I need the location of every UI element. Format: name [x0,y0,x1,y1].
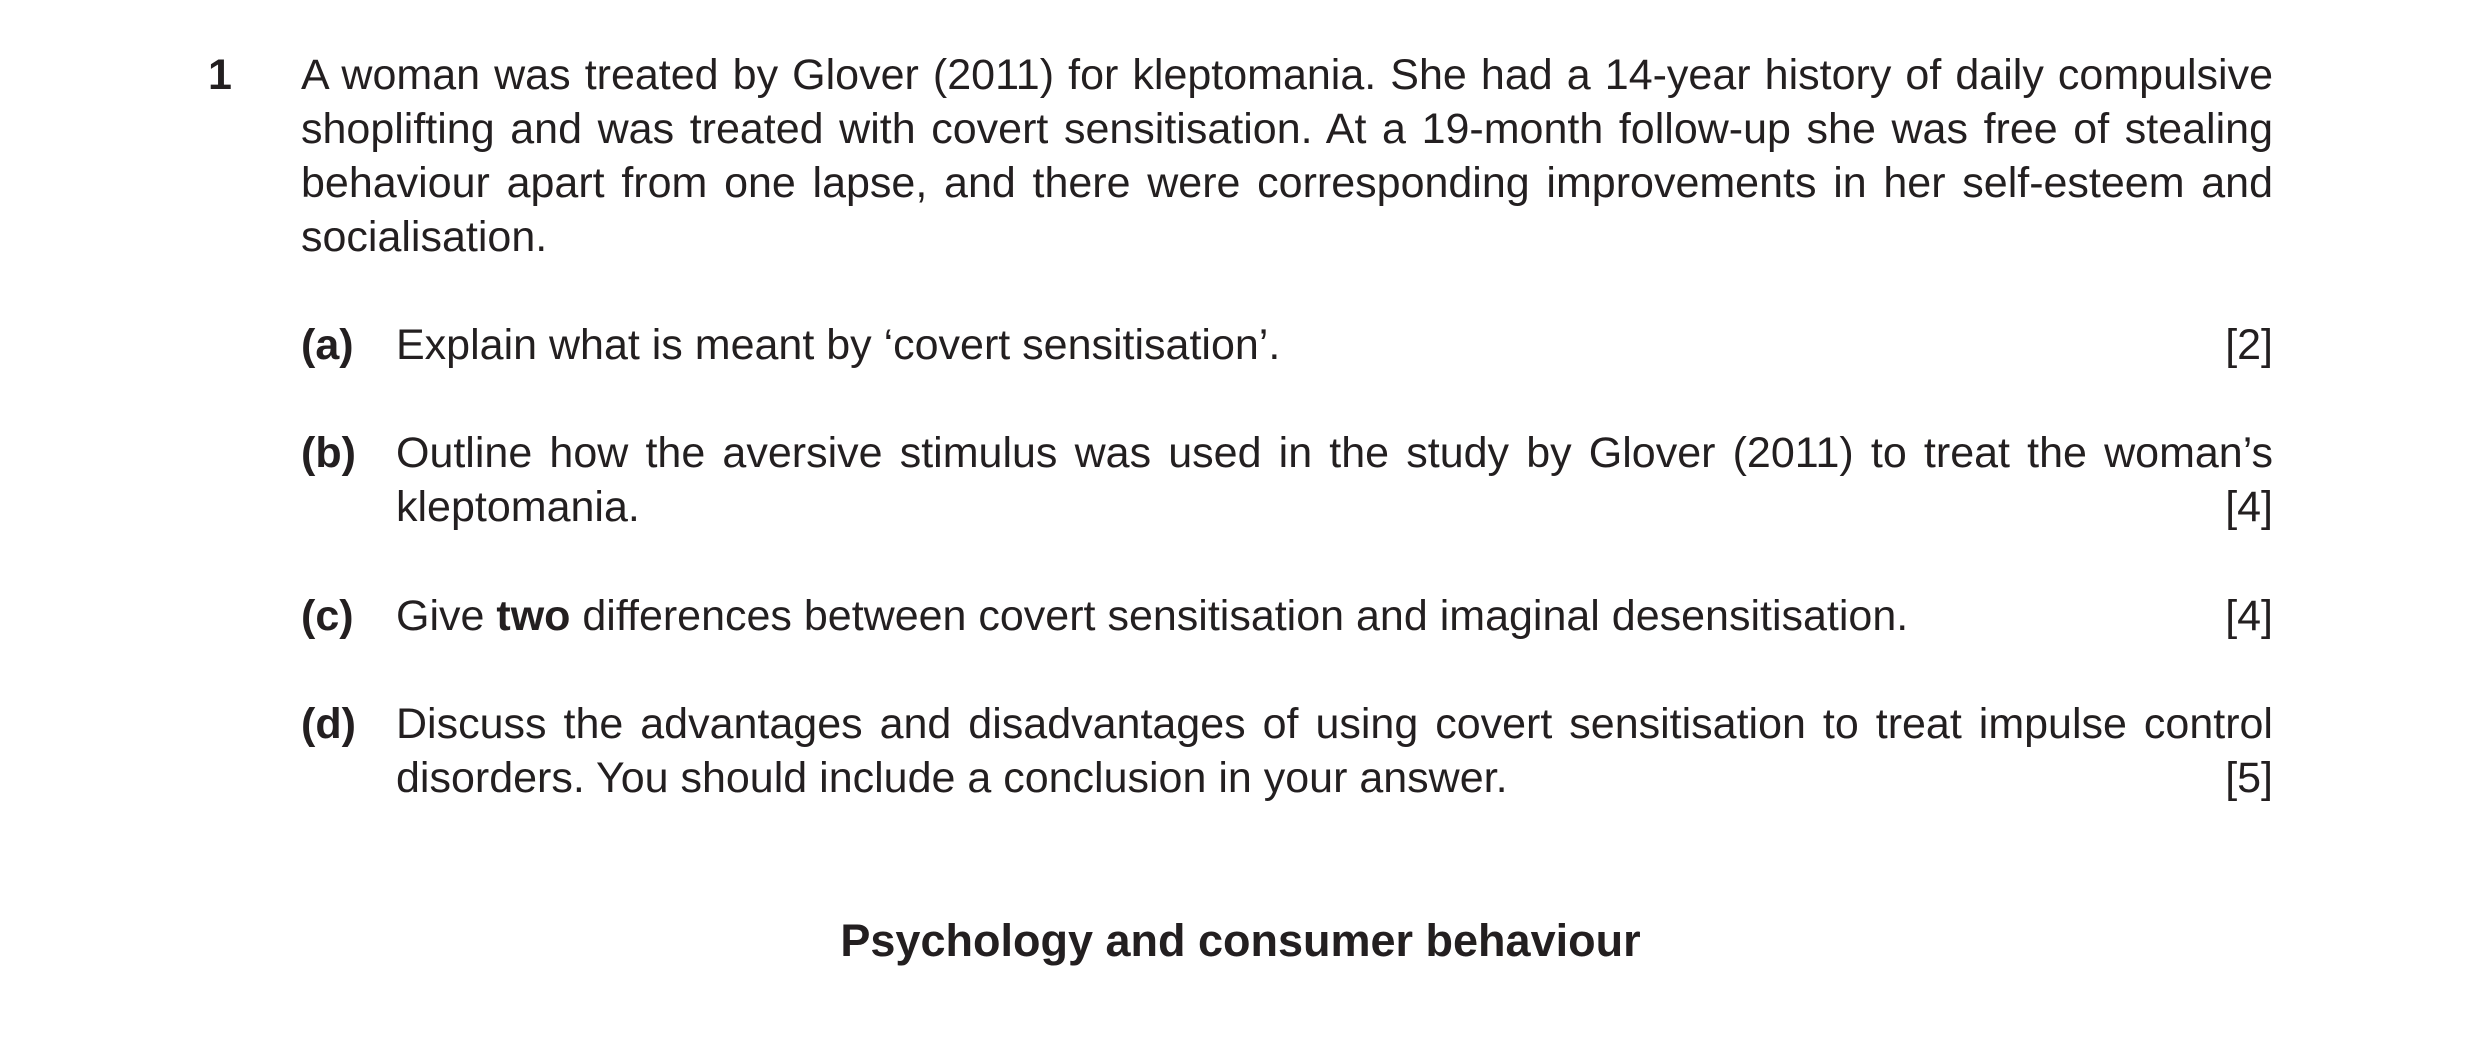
part-c-text-container [396,589,2273,643]
question-number: 1 [208,51,232,99]
part-b-text-container [396,426,2273,534]
question-stem: A woman was treated by Glover (2011) for kleptomania. She had a 14-year history of daily compulsive shoplifting and was treated with covert sensitisation. At a 19-month follow-up she was free of stealing behaviour apart from one lapse, and there were corresponding improvements in her self-esteem and socialisation. [301,51,2273,261]
part-c-marks: [4] [2225,592,2273,640]
part-b-label: (b) [301,429,356,477]
part-c-label: (c) [301,592,354,640]
part-a-marks: [2] [2225,321,2273,369]
part-d-marks: [5] [2225,754,2273,802]
part-a [301,318,2273,372]
section-heading: Psychology and consumer behaviour [840,915,1641,966]
part-d-text: Discuss the advantages and disadvantages of using covert sensitisation to treat impulse control disorders. You should include a conclusion in your answer. [396,700,2273,802]
part-b-text: Outline how the aversive stimulus was used in the study by Glover (2011) to treat the woman’s kleptomania. [396,429,2273,531]
part-c-text-bold: two [496,592,571,640]
part-d-text-container [396,697,2273,805]
part-c-text-before: Give [396,592,497,640]
part-d [301,697,2273,805]
part-d-label: (d) [301,700,356,748]
part-a-text: Explain what is meant by ‘covert sensitisation’. [396,321,1281,369]
part-b [301,426,2273,534]
part-b-marks: [4] [2225,483,2273,531]
part-c-text-after: differences between covert sensitisation and imaginal desensitisation. [570,592,1909,640]
part-c [301,589,2273,643]
part-a-text-container [396,318,2273,372]
part-a-label: (a) [301,321,354,369]
